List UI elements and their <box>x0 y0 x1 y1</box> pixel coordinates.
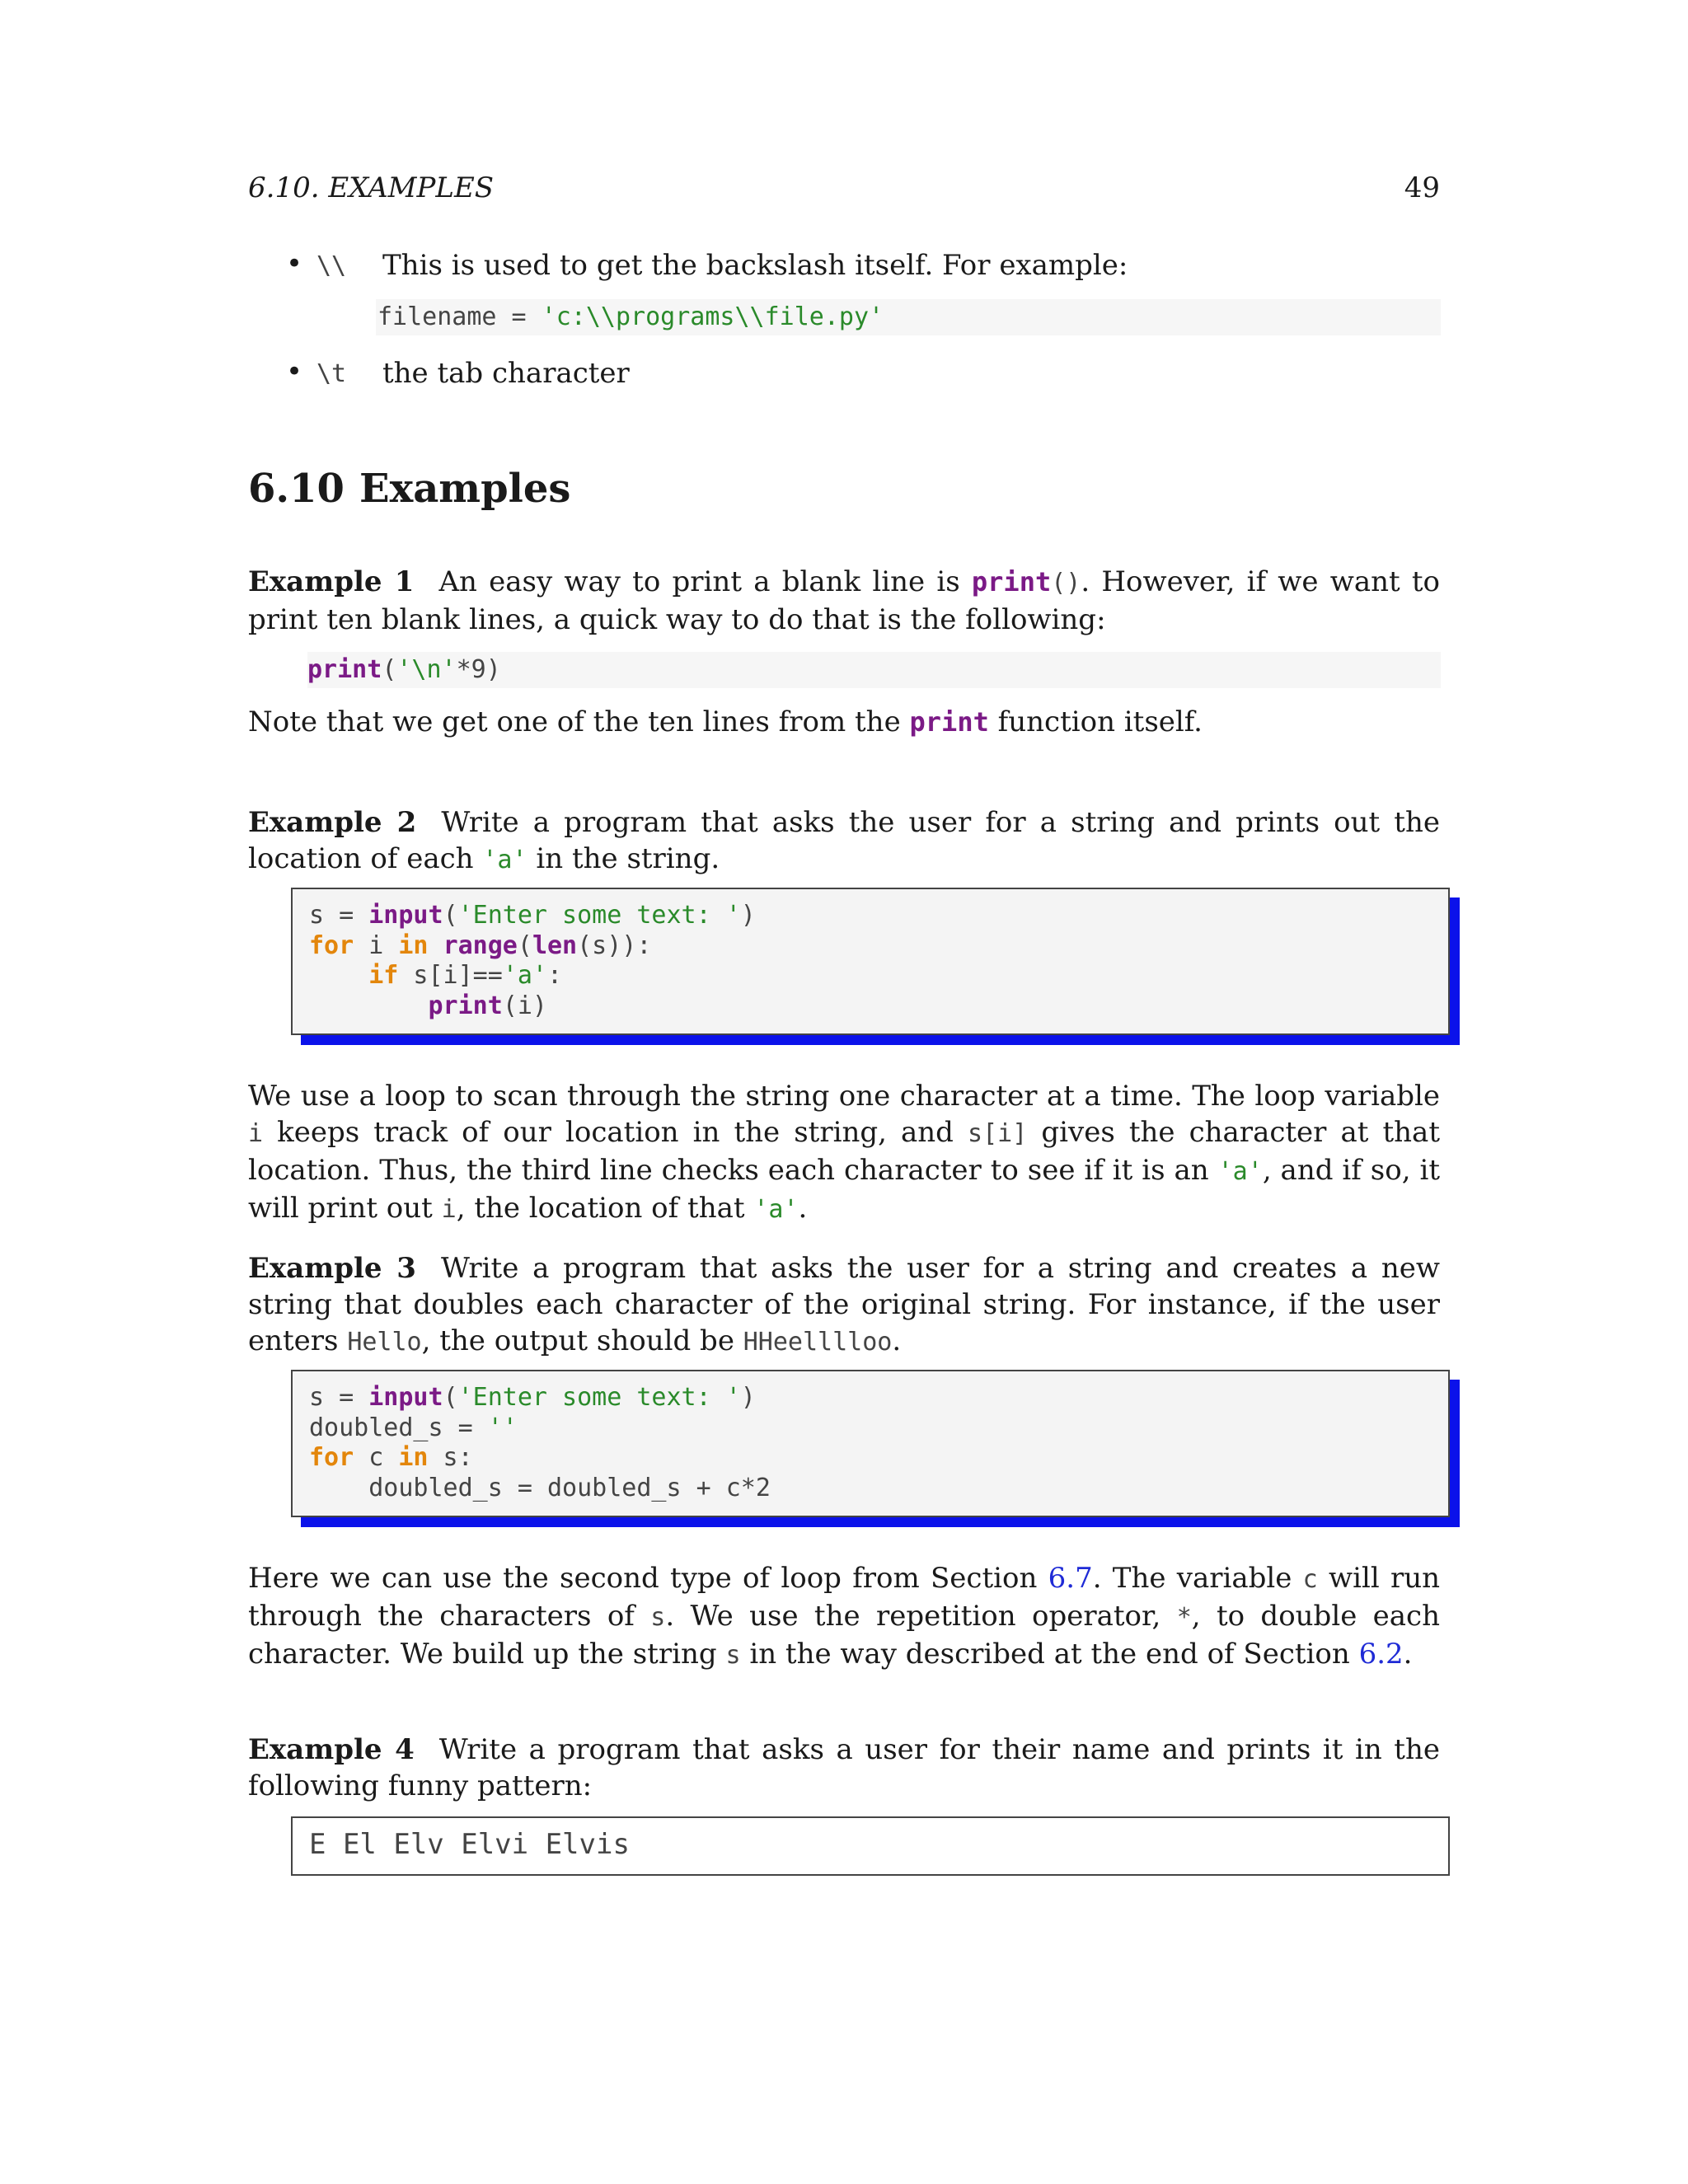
example1-paragraph: Example 1 An easy way to print a blank line is print(). However, if we want to print ten blank lines, a quick way to do that is the following: <box>248 565 1441 636</box>
example-label: Example 4 <box>248 1733 415 1766</box>
example-label: Example 2 <box>248 806 417 839</box>
example1-note: Note that we get one of the ten lines from the print function itself. <box>248 705 1203 738</box>
section-link-6-2[interactable]: 6.2 <box>1358 1638 1404 1671</box>
output-box-example4: E El Elv Elvi Elvis <box>291 1816 1450 1876</box>
section-link-6-7[interactable]: 6.7 <box>1048 1562 1093 1595</box>
code-string: 'c:\\programs\\file.py' <box>541 302 884 331</box>
example3-paragraph: Example 3 Write a program that asks the user for a string and creates a new string that doubles each character of the original string. For instance, if the user enters Hello, the output should be HHeelllloo. <box>248 1252 1440 1357</box>
section-heading <box>248 466 570 512</box>
code-block-example3: s = input('Enter some text: ') doubled_s = '' for c in s: doubled_s = doubled_s + c*2 <box>291 1370 1450 1517</box>
example-label: Example 1 <box>248 565 415 598</box>
code-backslash-example <box>376 299 1441 335</box>
example2-explanation: We use a loop to scan through the string one character at a time. The loop variable i keeps track of our location in the string, and s[i] gives the character at that location. Thus, the third line checks each character to see if it is an 'a', and if so, it will print out i, the location of that 'a'. <box>248 1080 1440 1225</box>
escape-desc-backslash: This is used to get the backslash itself. For example: <box>382 249 1128 282</box>
escape-code-tab: \t <box>316 359 347 388</box>
code-keyword: print <box>307 655 382 684</box>
section-title: Examples <box>359 466 571 512</box>
example4-paragraph: Example 4 Write a program that asks a user for their name and prints it in the following funny pattern: <box>248 1733 1440 1802</box>
code-string: 'a' <box>482 846 528 874</box>
code-keyword: print <box>971 566 1052 598</box>
section-number: 6.10 <box>248 466 345 512</box>
bullet-dot: • <box>286 355 303 388</box>
escape-code-backslash: \\ <box>316 251 347 280</box>
example-label: Example 3 <box>248 1252 416 1285</box>
page-number: 49 <box>1404 171 1440 204</box>
bullet-dot: • <box>286 247 303 280</box>
code-keyword: print <box>909 706 989 738</box>
code-string: '\n' <box>396 655 457 684</box>
code-print-blank-lines: print('\n'*9) <box>307 652 1441 688</box>
running-head: 6.10. EXAMPLES <box>248 171 495 204</box>
example2-paragraph: Example 2 Write a program that asks the user for a string and prints out the location of each 'a' in the string. <box>248 806 1440 875</box>
escape-desc-tab: the tab character <box>382 357 630 390</box>
code-text: filename = <box>377 302 542 331</box>
example3-explanation: Here we can use the second type of loop from Section 6.7. The variable c will run through the characters of s. We use the repetition operator, *, to double each character. We build up the string s in the way described at the end of Section 6.2. <box>248 1562 1440 1671</box>
code-block-example2: s = input('Enter some text: ') for i in range(len(s)): if s[i]=='a': print(i) <box>291 888 1450 1035</box>
